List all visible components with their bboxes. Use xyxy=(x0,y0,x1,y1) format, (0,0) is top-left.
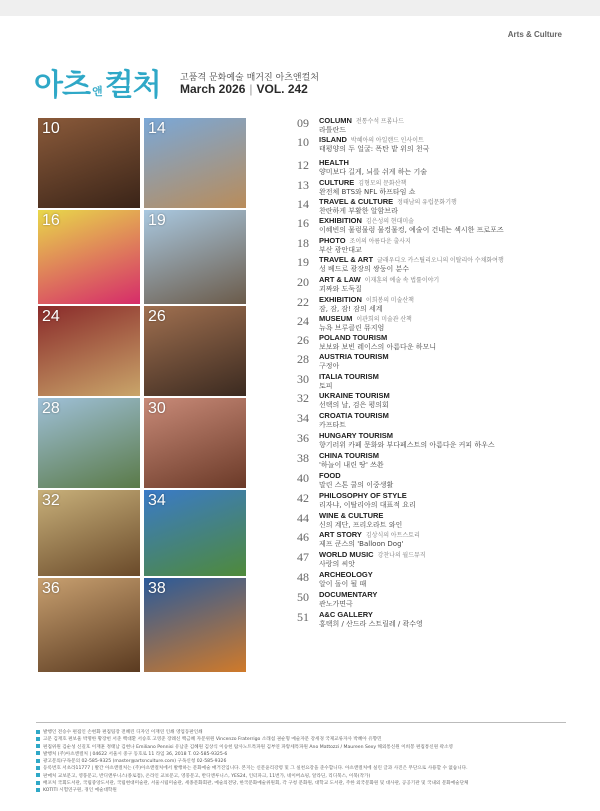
toc-category: FOOD xyxy=(319,471,341,480)
thumbnail-page-30[interactable] xyxy=(144,398,246,488)
thumbnail-page-38[interactable] xyxy=(144,578,246,672)
toc-page-number: 50 xyxy=(297,590,309,604)
toc-title: 카프타트 xyxy=(319,421,347,429)
toc-byline: 박혜아의 아일랜드 인사이트 xyxy=(350,138,424,144)
toc-page-number: 38 xyxy=(297,451,309,465)
logo-part1: 아츠 xyxy=(34,68,90,103)
thumbnail-page-32[interactable] xyxy=(38,490,140,576)
toc-page-number: 47 xyxy=(297,550,309,564)
thumbnail-page-28[interactable] xyxy=(38,398,140,488)
toc-page-number: 32 xyxy=(297,391,309,405)
thumbnail-page-14[interactable] xyxy=(144,118,246,208)
toc-category: A&C GALLERY xyxy=(319,610,373,619)
toc-page-number: 51 xyxy=(297,610,309,624)
toc-page-number: 26 xyxy=(297,333,309,347)
colophon-line: 배포처 국회도서관, 국립중앙도서관, 국립현대미술관, 서울시립미술관, 세종문화회관, 예술의전당, 한국문화예술위원회, 각 구청 문화원, 대학교 도서관, 주한 외국문화원 및 대사관, 공공기관 및 국내외 문화예술단체 xyxy=(36,780,566,787)
toc-page-number: 13 xyxy=(297,178,309,192)
colophon xyxy=(36,722,566,795)
toc-category: CROATIA TOURISM xyxy=(319,411,389,420)
toc-title: 양미보다 길게, 뇌를 쉬게 하는 기술 xyxy=(319,168,428,176)
toc-title: 신의 계단, 프리오라트 와인 xyxy=(319,521,403,529)
toc-title: 사랑의 씨앗 xyxy=(319,560,356,568)
section-tag: Arts & Culture xyxy=(507,30,562,39)
toc-title: 말린 스톤 쿨의 이중생활 xyxy=(319,481,394,489)
colophon-line: 고문 김재호 편보울 박명한 황장헌 서준 백대환 서승호 고영준 장례신 백금혜 자문위원 Vincenzo Fraterrigo 소래섭 권순형 예술자문 강세경 국제교류자사 박혜아 유향민 xyxy=(36,736,566,743)
thumbnail-page-number: 38 xyxy=(148,580,166,597)
toc-category: ART STORY 김상식의 아트스토리 xyxy=(319,530,420,539)
toc-page-number: 44 xyxy=(297,511,309,525)
colophon-line: KOTITI 시험연구원, 경인 예술대학원 xyxy=(36,787,566,794)
thumbnail-page-number: 26 xyxy=(148,308,166,325)
toc-title: 태평양의 두 얼굴: 폭탄 밭 위의 천국 xyxy=(319,145,430,153)
toc-title: 잠, 잠, 잠! 잠의 세계 xyxy=(319,305,383,313)
toc-category: AUSTRIA TOURISM xyxy=(319,352,389,361)
toc-title: 부산 광안대교 xyxy=(319,246,362,254)
toc-page-number: 42 xyxy=(297,491,309,505)
toc-page-number: 18 xyxy=(297,236,309,250)
issue-info xyxy=(180,82,308,96)
toc-title: 제프 쿤스의 'Balloon Dog' xyxy=(319,540,404,548)
toc-byline: 이희봉의 미술산책 xyxy=(365,298,414,304)
toc-category: ITALIA TOURISM xyxy=(319,372,379,381)
toc-category: ISLAND 박혜아의 아일랜드 인사이트 xyxy=(319,135,424,144)
toc-category: HUNGARY TOURISM xyxy=(319,431,394,440)
thumbnail-page-number: 24 xyxy=(42,308,60,325)
toc-category: WINE & CULTURE xyxy=(319,511,384,520)
logo-mid: 앤 xyxy=(91,85,103,98)
toc-page-number: 19 xyxy=(297,255,309,269)
toc-byline: 김형모의 문화산책 xyxy=(358,181,407,187)
colophon-line: 편집위원 김순성 신길호 이재훈 정태남 김현나 Emiliano Pennisi 유남준 김혜원 김상식 이승헌 탐사노트특파원 김부연 파랗세특파원 Ano Mattozzi / Maureen Sexy 해외통신원 이희봉 편집통신원 곽소영 xyxy=(36,744,566,751)
toc-category: CHINA TOURISM xyxy=(319,451,379,460)
toc-category: COLUMN 전통수석 프롬나드 xyxy=(319,116,404,125)
issue-separator: | xyxy=(249,82,253,96)
toc-category: ARCHEOLOGY xyxy=(319,570,373,579)
toc-title: 뉴욕 브루클린 뮤지엄 xyxy=(319,324,385,332)
toc-byline: 조이의 아름다운 출사지 xyxy=(349,239,411,245)
thumbnail-page-number: 19 xyxy=(148,212,166,229)
toc-byline: 김상식의 아트스토리 xyxy=(365,533,420,539)
toc-page-number: 16 xyxy=(297,216,309,230)
toc-page-number: 48 xyxy=(297,570,309,584)
toc-category: MUSEUM 이관희의 미술관 산책 xyxy=(319,314,412,323)
logo-part2: 컬처 xyxy=(104,68,161,103)
toc-title: 괴짜와 도둑질 xyxy=(319,285,362,293)
toc-page-number: 12 xyxy=(297,158,309,172)
magazine-logo[interactable] xyxy=(34,60,161,104)
toc-page-number: 34 xyxy=(297,411,309,425)
toc-title: 완전체 BTS와 NFL 하프타임 쇼 xyxy=(319,188,416,196)
toc-byline: 강찬나의 월드뮤직 xyxy=(377,553,426,559)
toc-category: EXHIBITION 김은성의 현대미술 xyxy=(319,216,414,225)
toc-category: TRAVEL & CULTURE 정태남의 유럽문화기행 xyxy=(319,197,457,206)
toc-page-number: 36 xyxy=(297,431,309,445)
thumbnail-page-26[interactable] xyxy=(144,306,246,396)
toc-category: PHOTO 조이의 아름다운 출사지 xyxy=(319,236,411,245)
toc-title: 라틀란드 xyxy=(319,126,347,134)
toc-title: '하늘이 내린 땅' 쓰촨 xyxy=(319,461,384,469)
toc-category: DOCUMENTARY xyxy=(319,590,378,599)
toc-title: 리자냐, 이탈리아의 대표적 요리 xyxy=(319,501,416,509)
toc-title: 관노가면극 xyxy=(319,600,353,608)
toc-title: 보보와 보빈 레이스의 아름다운 하모니 xyxy=(319,343,437,351)
toc-page-number: 22 xyxy=(297,295,309,309)
toc-page-number: 46 xyxy=(297,530,309,544)
toc-title: 홍택희 / 산드라 스트릴레 / 곽수영 xyxy=(319,620,423,628)
thumbnail-page-36[interactable] xyxy=(38,578,140,672)
thumbnail-page-number: 16 xyxy=(42,212,60,229)
thumbnail-page-number: 14 xyxy=(148,120,166,137)
toc-title: 이혜빈의 물렁물렁 물컹물컹, 예술이 건네는 섹시한 프로포즈 xyxy=(319,226,504,234)
toc-category: HEALTH xyxy=(319,158,349,167)
thumbnail-page-number: 28 xyxy=(42,400,60,417)
toc-category: EXHIBITION 이희봉의 미술산책 xyxy=(319,295,414,304)
toc-category: CULTURE 김형모의 문화산책 xyxy=(319,178,407,187)
issue-month: March 2026 xyxy=(180,82,246,96)
toc-page-number: 30 xyxy=(297,372,309,386)
toc-page-number: 24 xyxy=(297,314,309,328)
colophon-line: 등록번호 서초라11777 | 발간 아츠앤컬처는 (주)아츠앤컬처에서 발행하는 문화예술 매거진입니다. 본지는 신문윤리강령 및 그 실천요강을 준수합니다. 아츠앤컬처에 실린 글과 사진은 무단으로 사용할 수 없습니다. xyxy=(36,765,566,772)
toc-title: 토피 xyxy=(319,382,333,390)
toc-page-number: 20 xyxy=(297,275,309,289)
colophon-line: 발행인 전승수 편집인 손현화 편집팀장 전혜린 디자인 이재연 인쇄 영업동판인쇄 xyxy=(36,729,566,736)
toc-page-number: 14 xyxy=(297,197,309,211)
toc-byline: 이관희의 미술관 산책 xyxy=(356,317,412,323)
toc-byline: 정태남의 유럽문화기행 xyxy=(397,200,457,206)
masthead-subtitle: 고품격 문화예술 매거진 아츠앤컬처 xyxy=(180,73,319,83)
toc-byline: 전통수석 프롬나드 xyxy=(355,119,404,125)
toc-page-number: 09 xyxy=(297,116,309,130)
thumbnail-page-number: 34 xyxy=(148,492,166,509)
toc-category: POLAND TOURISM xyxy=(319,333,388,342)
thumbnail-page-19[interactable] xyxy=(144,210,246,304)
toc-title: 향기러위 카페 문화와 부다페스트의 아름다운 커피 하우스 xyxy=(319,441,495,449)
toc-title: 알이 돌이 될 때 xyxy=(319,580,367,588)
thumbnail-page-24[interactable] xyxy=(38,306,140,396)
thumbnail-page-16[interactable] xyxy=(38,210,140,304)
toc-title: 구정아 xyxy=(319,362,340,370)
toc-byline: 이재훈의 예술 속 법률이야기 xyxy=(364,278,440,284)
toc-page-number: 10 xyxy=(297,135,309,149)
toc-title: 찬란하게 부활한 알함브라 xyxy=(319,207,398,215)
toc-title: 선택의 날, 검은 평의회 xyxy=(319,401,389,409)
toc-page-number: 28 xyxy=(297,352,309,366)
toc-title: 성 베드로 광장의 쌍둥이 분수 xyxy=(319,265,410,273)
colophon-line: 발행처 (주)아츠앤컬처 | 04622 서울시 중구 동호로 11 라임 36, 2018 T. 02-585-9325-6 xyxy=(36,751,566,758)
toc-byline: 글래우디오 카스틸리오니의 이탈리아 수채화여행 xyxy=(377,258,504,264)
thumbnail-page-10[interactable] xyxy=(38,118,140,208)
top-band xyxy=(0,0,600,16)
toc-category: TRAVEL & ART 글래우디오 카스틸리오니의 이탈리아 수채화여행 xyxy=(319,255,504,264)
toc-category: ART & LAW 이재훈의 예술 속 법률이야기 xyxy=(319,275,440,284)
toc-page-number: 40 xyxy=(297,471,309,485)
thumbnail-page-number: 32 xyxy=(42,492,60,509)
toc-category: UKRAINE TOURISM xyxy=(319,391,390,400)
issue-volume: VOL. 242 xyxy=(256,82,308,96)
toc-byline: 김은성의 현대미술 xyxy=(365,219,414,225)
thumbnail-page-34[interactable] xyxy=(144,490,246,576)
thumbnail-page-number: 30 xyxy=(148,400,166,417)
thumbnail-page-number: 36 xyxy=(42,580,60,597)
thumbnail-page-number: 10 xyxy=(42,120,60,137)
colophon-line: 광고문의/구독문의 02-585-9325 (master@artsnculture.com) 구독신청 02-585-9326 xyxy=(36,758,566,765)
toc-category: PHILOSOPHY OF STYLE xyxy=(319,491,407,500)
colophon-line: 판매처 교보문고, 영풍문고, 반디앤루니스(종로점), 온라인 교보문고, 영풍문고, 반디앤루니스, YES24, 인터파크, 11번가, 네이버쇼핑, 알라딘, 리디북스, 이북(작가) xyxy=(36,773,566,780)
toc-category: WORLD MUSIC 강찬나의 월드뮤직 xyxy=(319,550,426,559)
